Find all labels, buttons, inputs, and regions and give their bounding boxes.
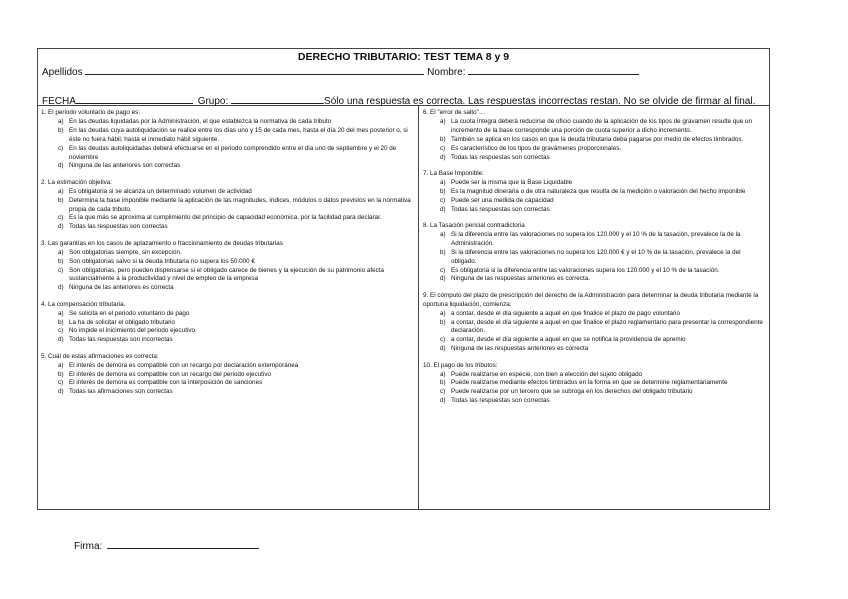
option-letter: d) (58, 162, 64, 170)
option-letter: b) (58, 257, 64, 265)
answer-option[interactable] (41, 362, 412, 371)
answer-option[interactable] (41, 319, 412, 328)
question-5 (41, 353, 412, 398)
answer-option[interactable] (41, 371, 412, 380)
answer-option[interactable] (41, 258, 412, 267)
option-letter: d) (440, 397, 446, 405)
option-letter: c) (440, 196, 446, 204)
option-letter: c) (58, 327, 64, 335)
answer-option[interactable] (41, 162, 412, 171)
answer-option[interactable] (423, 249, 764, 267)
answer-option[interactable] (423, 388, 764, 397)
option-text: Se solicita en el periodo voluntario de pago (69, 309, 190, 317)
option-text: Si la diferencia entre las valoraciones no supera los 120.000 y el 10 % de la tasación, prevalece la de la Administración. (451, 230, 741, 247)
answer-option[interactable] (423, 275, 764, 284)
option-text: Es característico de los tipos de gravámenes proporcionales. (451, 144, 622, 152)
question-text: 7. La Base Imponible: (423, 169, 484, 177)
option-letter: d) (440, 275, 446, 283)
option-letter: d) (440, 205, 446, 213)
question-2 (41, 179, 412, 232)
answer-option[interactable] (41, 145, 412, 163)
question-text: 6. El "error de salto"… (423, 109, 486, 116)
answer-option[interactable] (423, 231, 764, 249)
option-text: Es obligatoria si la diferencia entre las valoraciones supera los 120.000 y el 10 % de la tasación. (451, 266, 720, 274)
option-letter: c) (440, 336, 446, 344)
option-text: Todas las afirmaciones son correctas (69, 388, 173, 396)
option-text: Puede realizarse mediante efectos timbrados en la forma en que se determine reglamentariamente (451, 379, 728, 387)
answer-option[interactable] (41, 214, 412, 223)
option-text: Puede realizarse en especie, con bien a elección del sujeto obligado (451, 370, 643, 378)
answer-option[interactable] (423, 379, 764, 388)
grupo-label: Grupo: (197, 96, 229, 107)
option-letter: c) (440, 266, 446, 274)
option-letter: b) (440, 135, 446, 143)
fecha-field[interactable] (76, 94, 193, 104)
question-7 (423, 170, 764, 215)
option-text: Es la magnitud dineraria o de otra naturaleza que resulta de la medición o valoración del hecho imponible (451, 187, 746, 195)
option-text: En las deudas autoliquidadas deberá efectuarse en el periodo comprendido entre el día uno de septiembre y el 20 de noviembre (69, 144, 397, 161)
answer-option[interactable] (41, 223, 412, 232)
option-text: Puede ser una medida de capacidad (451, 196, 554, 204)
option-letter: a) (440, 230, 446, 238)
option-text: Todas las respuestas son correctas (69, 223, 168, 231)
right-question-column (419, 106, 770, 509)
option-text: Ninguna de las anteriores son correctas (69, 162, 181, 170)
option-letter: d) (440, 153, 446, 161)
option-letter: a) (58, 361, 64, 369)
option-text: En las deudas liquidadas por la Administración, el que establezca la normativa de cada tributo (69, 117, 332, 125)
option-letter: d) (58, 336, 64, 344)
question-text: 10. El pago de los tributos: (423, 361, 498, 369)
option-text: a contar, desde el día siguiente a aquel en que finalice el plazo reglamentario para presentar la correspondiente declaración. (451, 318, 763, 335)
answer-option[interactable] (423, 136, 764, 145)
question-6 (423, 109, 764, 162)
option-letter: a) (440, 309, 446, 317)
question-3 (41, 240, 412, 293)
option-text: El interés de demora es compatible con la interposición de sanciones (69, 379, 263, 387)
option-letter: a) (58, 309, 64, 317)
fecha-label: FECHA (42, 96, 76, 107)
option-text: Ninguna de las anteriores es correcta (69, 284, 174, 292)
option-letter: d) (58, 223, 64, 231)
answer-option[interactable] (41, 267, 412, 285)
answer-option[interactable] (41, 197, 412, 215)
option-text: Son obligatorias salvo si la deuda tributaria no supera los 50.000 € (69, 257, 255, 265)
answer-option[interactable] (41, 118, 412, 127)
option-letter: c) (58, 379, 64, 387)
question-text: 5. Cuál de estas afirmaciones es correcta: (41, 352, 159, 360)
name-line (42, 65, 639, 78)
option-letter: a) (58, 187, 64, 195)
option-letter: c) (440, 144, 446, 152)
option-text: El interés de demora es compatible con un recargo por declaración extemporánea (69, 361, 299, 369)
option-letter: a) (440, 370, 446, 378)
option-text: a contar, desde el día siguiente a aquel en que finalice el plazo de pago voluntario (451, 309, 680, 317)
apellidos-label: Apellidos (42, 67, 83, 78)
answer-option[interactable] (423, 154, 764, 163)
option-text: Son obligatorias, pero pueden dispensarse si el obligado carece de bienes y la ejecución de su patrimonio afecta sustancialmente a la productividad y nivel de empleo de la empresa (69, 266, 385, 283)
answer-option[interactable] (41, 327, 412, 336)
answer-option[interactable] (423, 310, 764, 319)
option-text: Ninguna de las respuestas anteriores es correcta (451, 345, 589, 353)
answer-option[interactable] (423, 336, 764, 345)
option-letter: b) (440, 379, 446, 387)
question-text: 9. El cómputo del plazo de prescripción del derecho de la Administración para determinar la deuda tributaria mediante la oportuna liquidación, comienza: (423, 291, 759, 308)
option-text: La cuota íntegra deberá reducirse de oficio cuando de la aplicación de los tipos de gravamen resulte que un incremento de la base corresponde una porción de cuota superior a dicho incremento. (451, 117, 753, 134)
option-letter: b) (58, 126, 64, 134)
nombre-label: Nombre: (427, 67, 466, 78)
option-text: Ninguna de las respuestas anteriores es correcta. (451, 275, 590, 283)
option-text: Si la diferencia entre las valoraciones no supera los 120.000 € y el 10 % de la tasación, prevalece la del obligado. (451, 248, 741, 265)
answer-option[interactable] (41, 127, 412, 145)
option-text: El interés de demora es compatible con un recargo del periodo ejecutivo (69, 370, 271, 378)
option-text: Es la que más se aproxima al cumplimiento del principio de capacidad económica, por la facilidad para declarar. (69, 214, 382, 222)
answer-option[interactable] (423, 197, 764, 206)
question-text: 2. La estimación objetiva: (41, 178, 113, 186)
option-letter: b) (58, 196, 64, 204)
option-text: Puede realizarse por un tercero que se subroga en los derechos del obligado tributario (451, 388, 693, 396)
question-4 (41, 301, 412, 346)
exam-header (38, 49, 769, 106)
answer-option[interactable] (423, 319, 764, 337)
question-text: 4. La compensación tributaria. (41, 300, 126, 308)
question-9 (423, 292, 764, 354)
option-letter: b) (440, 187, 446, 195)
answer-option[interactable] (41, 249, 412, 258)
question-10 (423, 362, 764, 407)
option-text: Todas las respuestas son correctas (451, 153, 550, 161)
option-text: La ha de solicitar el obligado tributario (69, 318, 176, 326)
answer-option[interactable] (423, 118, 764, 136)
grupo-field[interactable] (231, 94, 324, 104)
question-text: 1. El periodo voluntario de pago es: (41, 109, 141, 116)
option-text: En las deudas cuya autoliquidación se realice entre los días uno y 15 de cada mes, hasta el día 20 del mes posterior o, si éste no fuera hábil, hasta el inmediato hábil siguiente. (69, 126, 408, 143)
answer-option[interactable] (41, 310, 412, 319)
option-text: Determina la base imponible mediante la aplicación de las magnitudes, índices, módulos o datos previstos en la normativa propia de cada tributo. (69, 196, 411, 213)
option-letter: b) (58, 318, 64, 326)
option-text: Puede ser la misma que la Base Liquidable (451, 178, 573, 186)
answer-option[interactable] (41, 284, 412, 293)
answer-option[interactable] (423, 267, 764, 276)
firma-field[interactable] (107, 539, 259, 549)
answer-option[interactable] (41, 379, 412, 388)
exam-title: DERECHO TRIBUTARIO: TEST TEMA 8 y 9 (297, 51, 510, 63)
answer-option[interactable] (423, 206, 764, 215)
option-letter: c) (440, 388, 446, 396)
question-text: 3. Las garantías en los casos de aplazamiento o fraccionamiento de deudas tributarias (41, 239, 283, 247)
question-1 (41, 109, 412, 171)
option-letter: b) (440, 248, 446, 256)
question-8 (423, 222, 764, 284)
signature-line (74, 539, 259, 552)
exam-frame (37, 48, 770, 510)
option-letter: d) (440, 345, 446, 353)
option-letter: d) (58, 388, 64, 396)
option-letter: c) (58, 266, 64, 274)
option-letter: a) (58, 117, 64, 125)
answer-option[interactable] (41, 336, 412, 345)
option-text: No impide el inicimiento del periodo ejecutivo (69, 327, 196, 335)
option-text: Todas las respuestas son correctas (451, 397, 550, 405)
option-letter: c) (58, 214, 64, 222)
answer-option[interactable] (423, 179, 764, 188)
answer-option[interactable] (41, 388, 412, 397)
answer-option[interactable] (423, 345, 764, 354)
option-letter: d) (58, 284, 64, 292)
apellidos-field[interactable] (85, 65, 424, 75)
option-text: Todas las respuestas son correctas (451, 205, 550, 213)
option-text: a contar, desde el día siguiente a aquel en que se notifica la providencia de apremio (451, 336, 686, 344)
option-letter: a) (440, 117, 446, 125)
nombre-field[interactable] (468, 65, 639, 75)
instructions: Sólo una respuesta es correcta. Las respuestas incorrectas restan. No se olvide de firmar al final. (324, 96, 756, 107)
option-letter: c) (58, 144, 64, 152)
option-text: Todas las respuestas son incorrectas (69, 336, 173, 344)
answer-option[interactable] (423, 371, 764, 380)
option-letter: a) (58, 248, 64, 256)
answer-option[interactable] (423, 397, 764, 406)
answer-option[interactable] (41, 188, 412, 197)
option-letter: b) (58, 370, 64, 378)
answer-option[interactable] (423, 188, 764, 197)
answer-option[interactable] (423, 145, 764, 154)
option-text: También se aplica en los casos en que la deuda tributaria deba pagarse por medio de efectos timbrados. (451, 135, 744, 143)
left-question-column (38, 106, 419, 509)
option-letter: b) (440, 318, 446, 326)
question-text: 8. La Tasación pericial contradictoria (423, 221, 525, 229)
option-letter: a) (440, 178, 446, 186)
firma-label: Firma: (74, 541, 103, 552)
option-text: Es obligatoria si se alcanza un determinado volumen de actividad (69, 187, 252, 195)
option-text: Son obligatorias siempre, sin excepción. (69, 248, 182, 256)
